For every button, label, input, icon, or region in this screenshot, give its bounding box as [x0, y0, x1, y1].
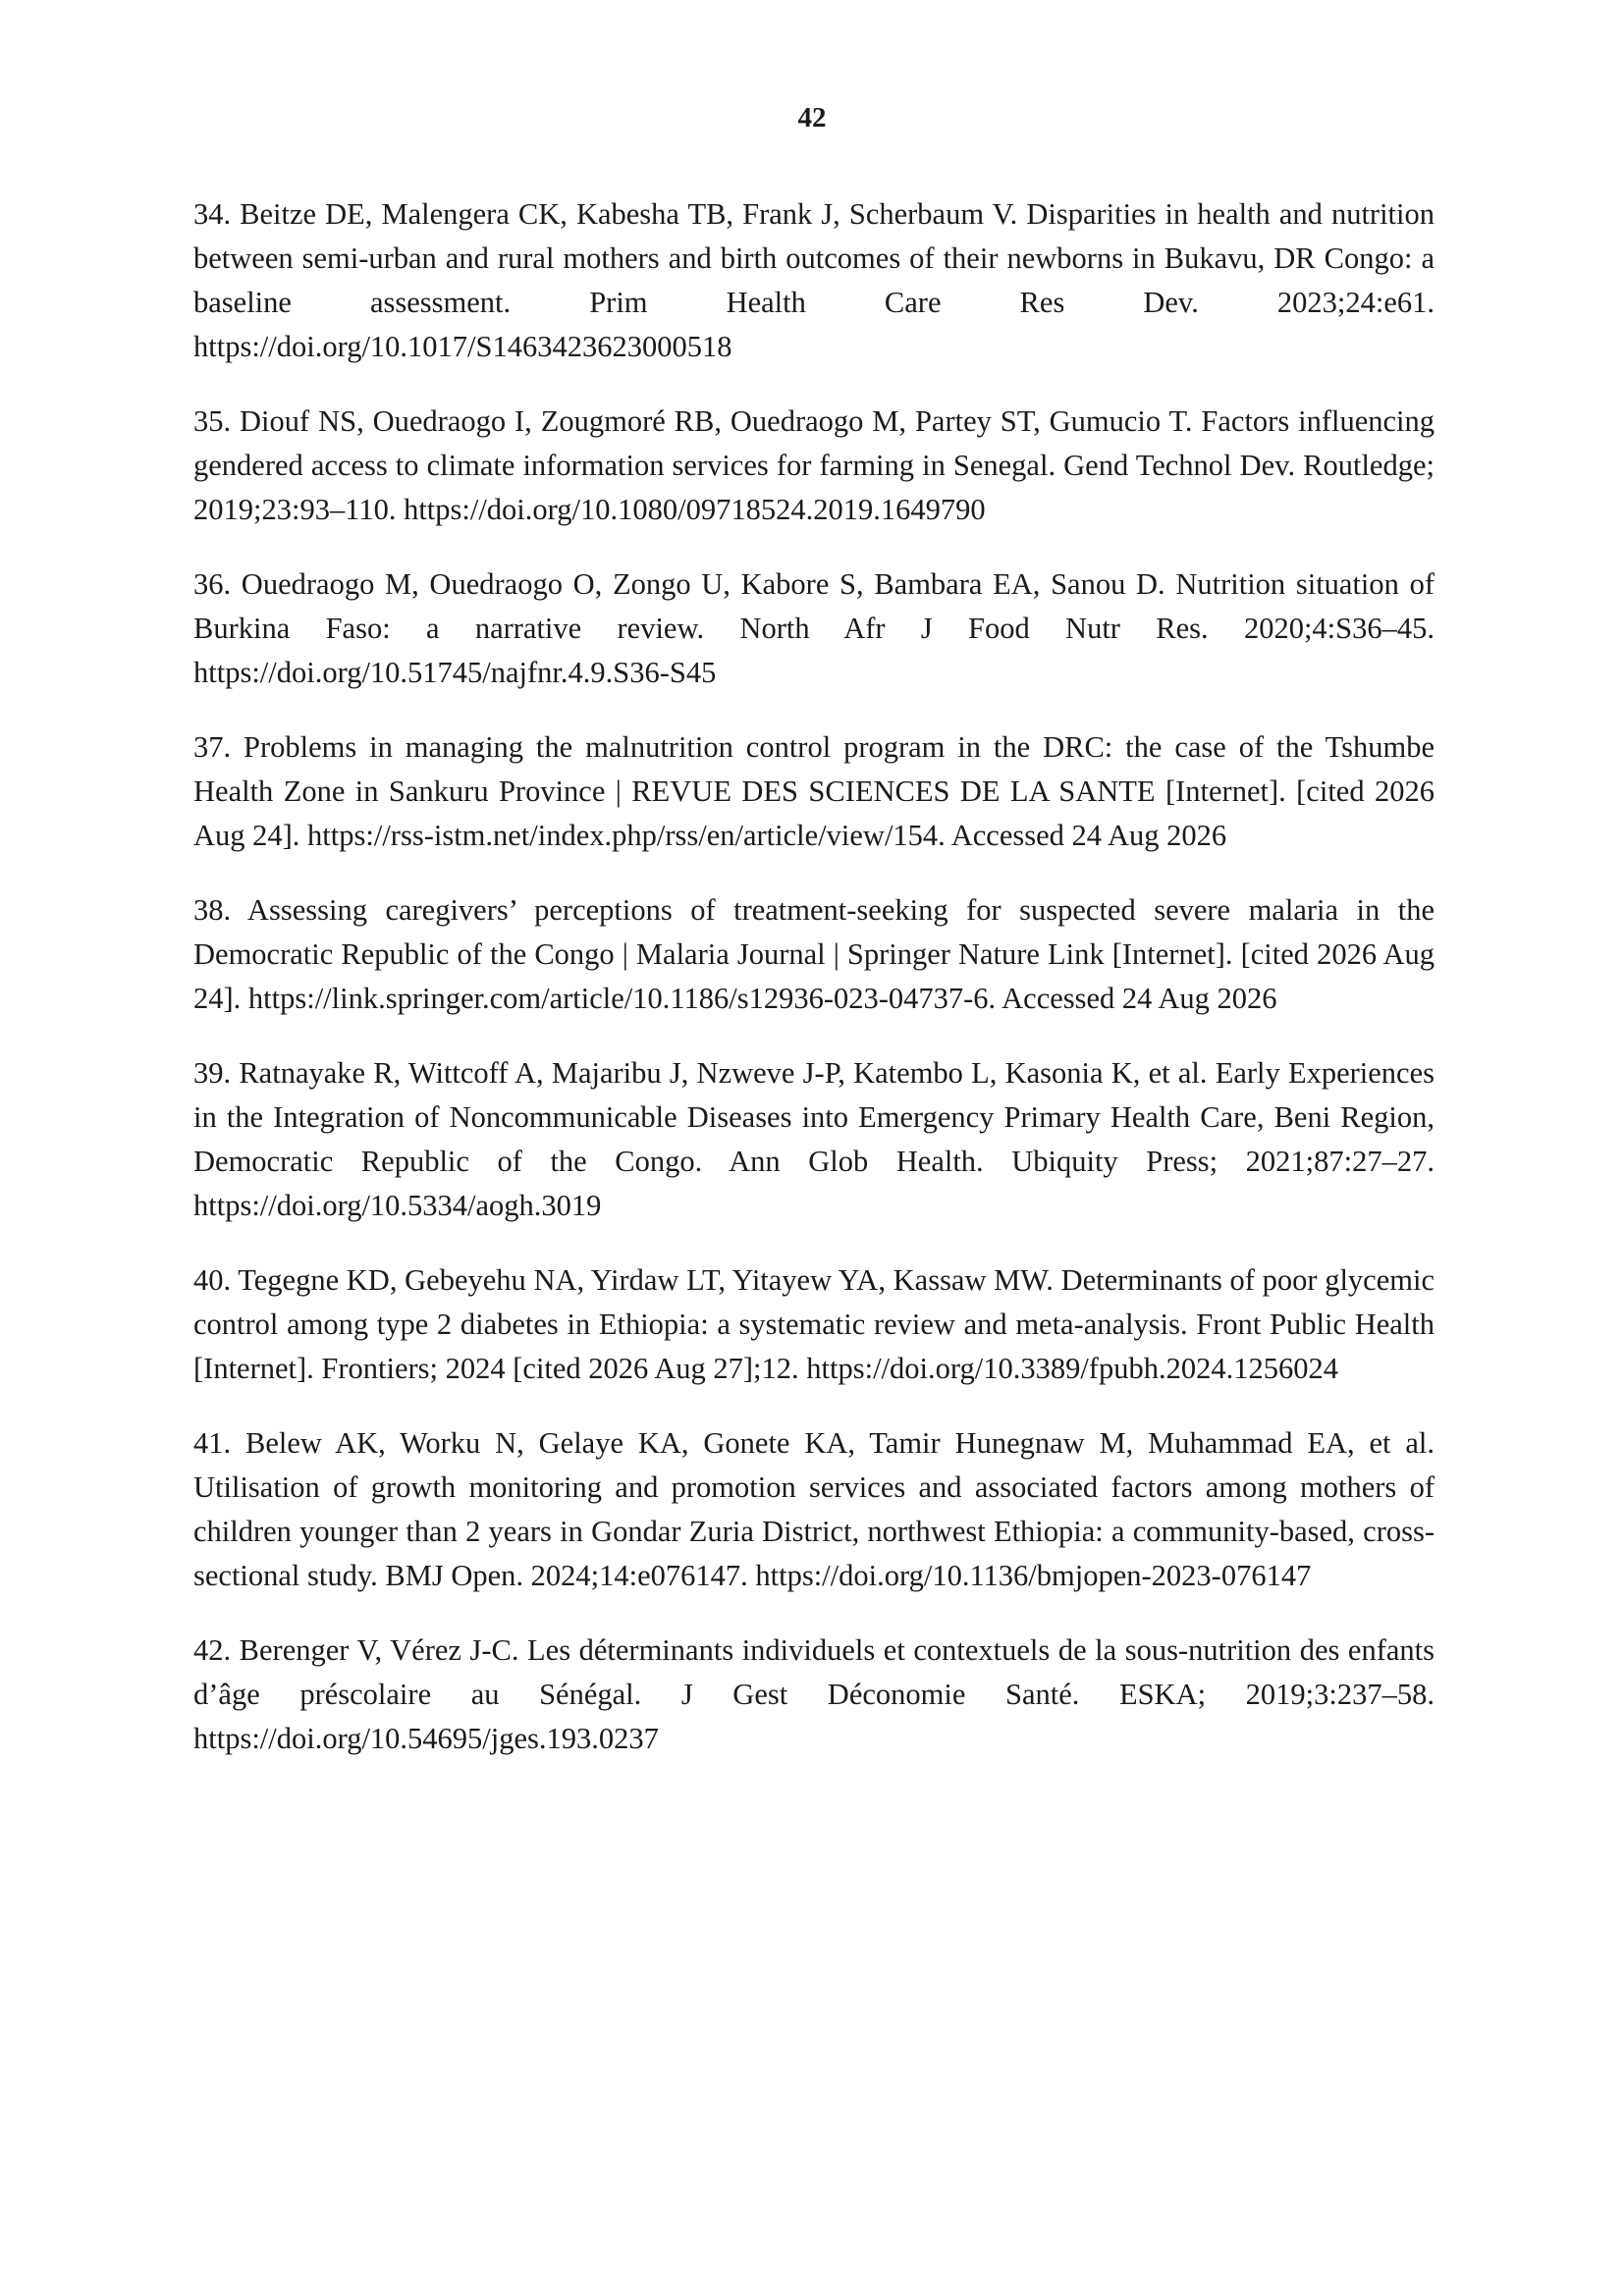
reference-37: 37. Problems in managing the malnutrition control program in the DRC: the case of the Tshumbe Health Zone in Sankuru Province | REVUE DES SCIENCES DE LA SANTE [Internet]. [cited 2026 Aug 24]. https://rss-istm.net/index.php/rss/en/article/view/154. Accessed 24 Aug 2026: [193, 730, 1435, 852]
reference-39: 39. Ratnayake R, Wittcoff A, Majaribu J, Nzweve J-P, Katembo L, Kasonia K, et al. Early Experiences in the Integration of Noncommunicable Diseases into Emergency Primary Health Care, Beni Region, Democratic Republic of the Congo. Ann Glob Health. Ubiquity Press; 2021;87:27–27. https://doi.org/10.5334/aogh.3019: [193, 1056, 1435, 1222]
page-number: 42: [797, 102, 827, 133]
reference-35: 35. Diouf NS, Ouedraogo I, Zougmoré RB, Ouedraogo M, Partey ST, Gumucio T. Factors influencing gendered access to climate information services for farming in Senegal. Gend Technol Dev. Routledge; 2019;23:93–110. https://doi.org/10.1080/09718524.2019.1649790: [193, 404, 1435, 526]
reference-38: 38. Assessing caregivers’ perceptions of treatment-seeking for suspected severe malaria in the Democratic Republic of the Congo | Malaria Journal | Springer Nature Link [Internet]. [cited 2026 Aug 24]. https://link.springer.com/article/10.1186/s12936-023-04737-6. Accessed 24 Aug 2026: [193, 893, 1435, 1015]
reference-list: [193, 192, 1435, 1791]
reference-42: 42. Berenger V, Vérez J-C. Les déterminants individuels et contextuels de la sous-nutrition des enfants d’âge préscolaire au Sénégal. J Gest Déconomie Santé. ESKA; 2019;3:237–58. https://doi.org/10.54695/jges.193.0237: [193, 1633, 1435, 1755]
reference-36: 36. Ouedraogo M, Ouedraogo O, Zongo U, Kabore S, Bambara EA, Sanou D. Nutrition situation of Burkina Faso: a narrative review. North Afr J Food Nutr Res. 2020;4:S36–45. https://doi.org/10.51745/najfnr.4.9.S36-S45: [193, 567, 1435, 689]
reference-41: 41. Belew AK, Worku N, Gelaye KA, Gonete KA, Tamir Hunegnaw M, Muhammad EA, et al. Utilisation of growth monitoring and promotion services and associated factors among mothers of children younger than 2 years in Gondar Zuria District, northwest Ethiopia: a community-based, cross-sectional study. BMJ Open. 2024;14:e076147. https://doi.org/10.1136/bmjopen-2023-076147: [193, 1426, 1435, 1592]
reference-40: 40. Tegegne KD, Gebeyehu NA, Yirdaw LT, Yitayew YA, Kassaw MW. Determinants of poor glycemic control among type 2 diabetes in Ethiopia: a systematic review and meta-analysis. Front Public Health [Internet]. Frontiers; 2024 [cited 2026 Aug 27];12. https://doi.org/10.3389/fpubh.2024.1256024: [193, 1263, 1435, 1385]
reference-34: 34. Beitze DE, Malengera CK, Kabesha TB, Frank J, Scherbaum V. Disparities in health and nutrition between semi-urban and rural mothers and birth outcomes of their newborns in Bukavu, DR Congo: a baseline assessment. Prim Health Care Res Dev. 2023;24:e61. https://doi.org/10.1017/S1463423623000518: [193, 197, 1435, 363]
